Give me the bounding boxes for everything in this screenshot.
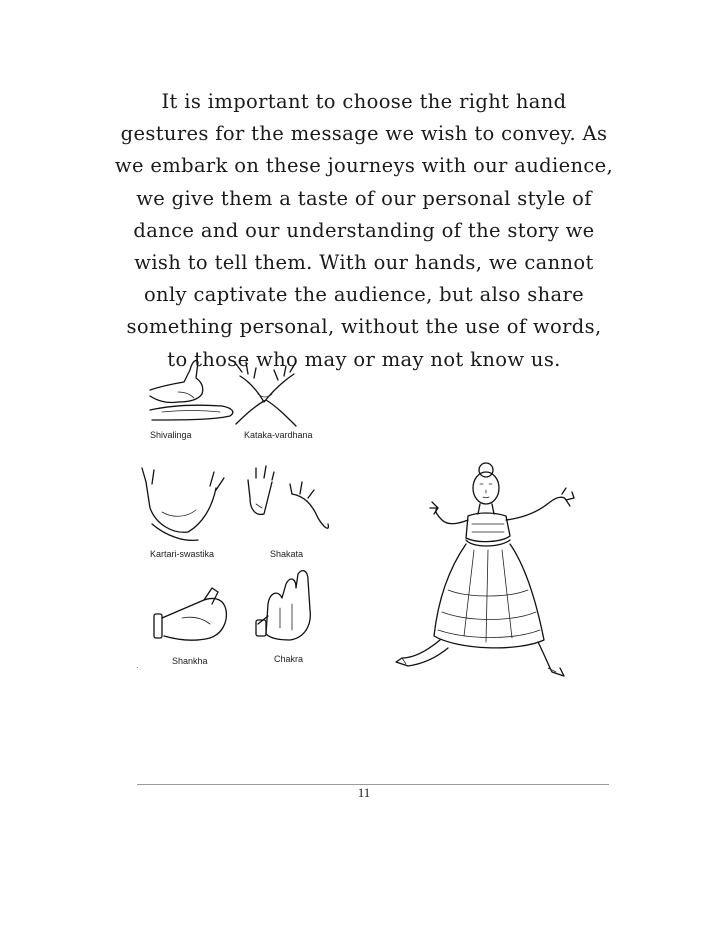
page-number: 11 (357, 785, 371, 800)
caption-shakata: Shakata (270, 549, 304, 559)
shakata-hands-drawing (248, 466, 328, 528)
paragraph-line: to those who may or may not know us. (167, 347, 561, 371)
paragraph-line: we give them a taste of our personal style of (136, 186, 592, 210)
paragraph-line: something personal, without the use of words, (126, 315, 602, 339)
caption-kataka-vardhana: Kataka-vardhana (244, 430, 313, 440)
paragraph-line: we embark on these journeys with our audience, (114, 154, 614, 178)
paragraph-line: gestures for the message we wish to convey. As (120, 122, 608, 146)
body-paragraph (110, 86, 618, 376)
dancer-illustration (388, 440, 603, 680)
shivalinga-hands-drawing (150, 360, 233, 420)
hand-gestures-illustration (132, 348, 372, 678)
chakra-hands-drawing (256, 571, 310, 640)
speck-mark: · (136, 663, 139, 672)
shankha-hands-drawing (154, 588, 226, 640)
dancer-drawing (388, 440, 603, 680)
paragraph-line: It is important to choose the right hand (161, 90, 567, 113)
caption-shivalinga: Shivalinga (150, 430, 192, 440)
caption-shankha: Shankha (172, 656, 208, 666)
kataka-vardhana-hands-drawing (236, 362, 296, 426)
kartari-swastika-hands-drawing (142, 468, 224, 540)
caption-chakra: Chakra (274, 654, 304, 664)
paragraph-line: wish to tell them. With our hands, we cannot (134, 251, 594, 275)
caption-kartari-swastika: Kartari-swastika (150, 549, 215, 559)
hand-gestures-drawing (132, 348, 372, 678)
paragraph-line: dance and our understanding of the story we (133, 218, 595, 242)
paragraph-line: only captivate the audience, but also share (143, 283, 585, 307)
